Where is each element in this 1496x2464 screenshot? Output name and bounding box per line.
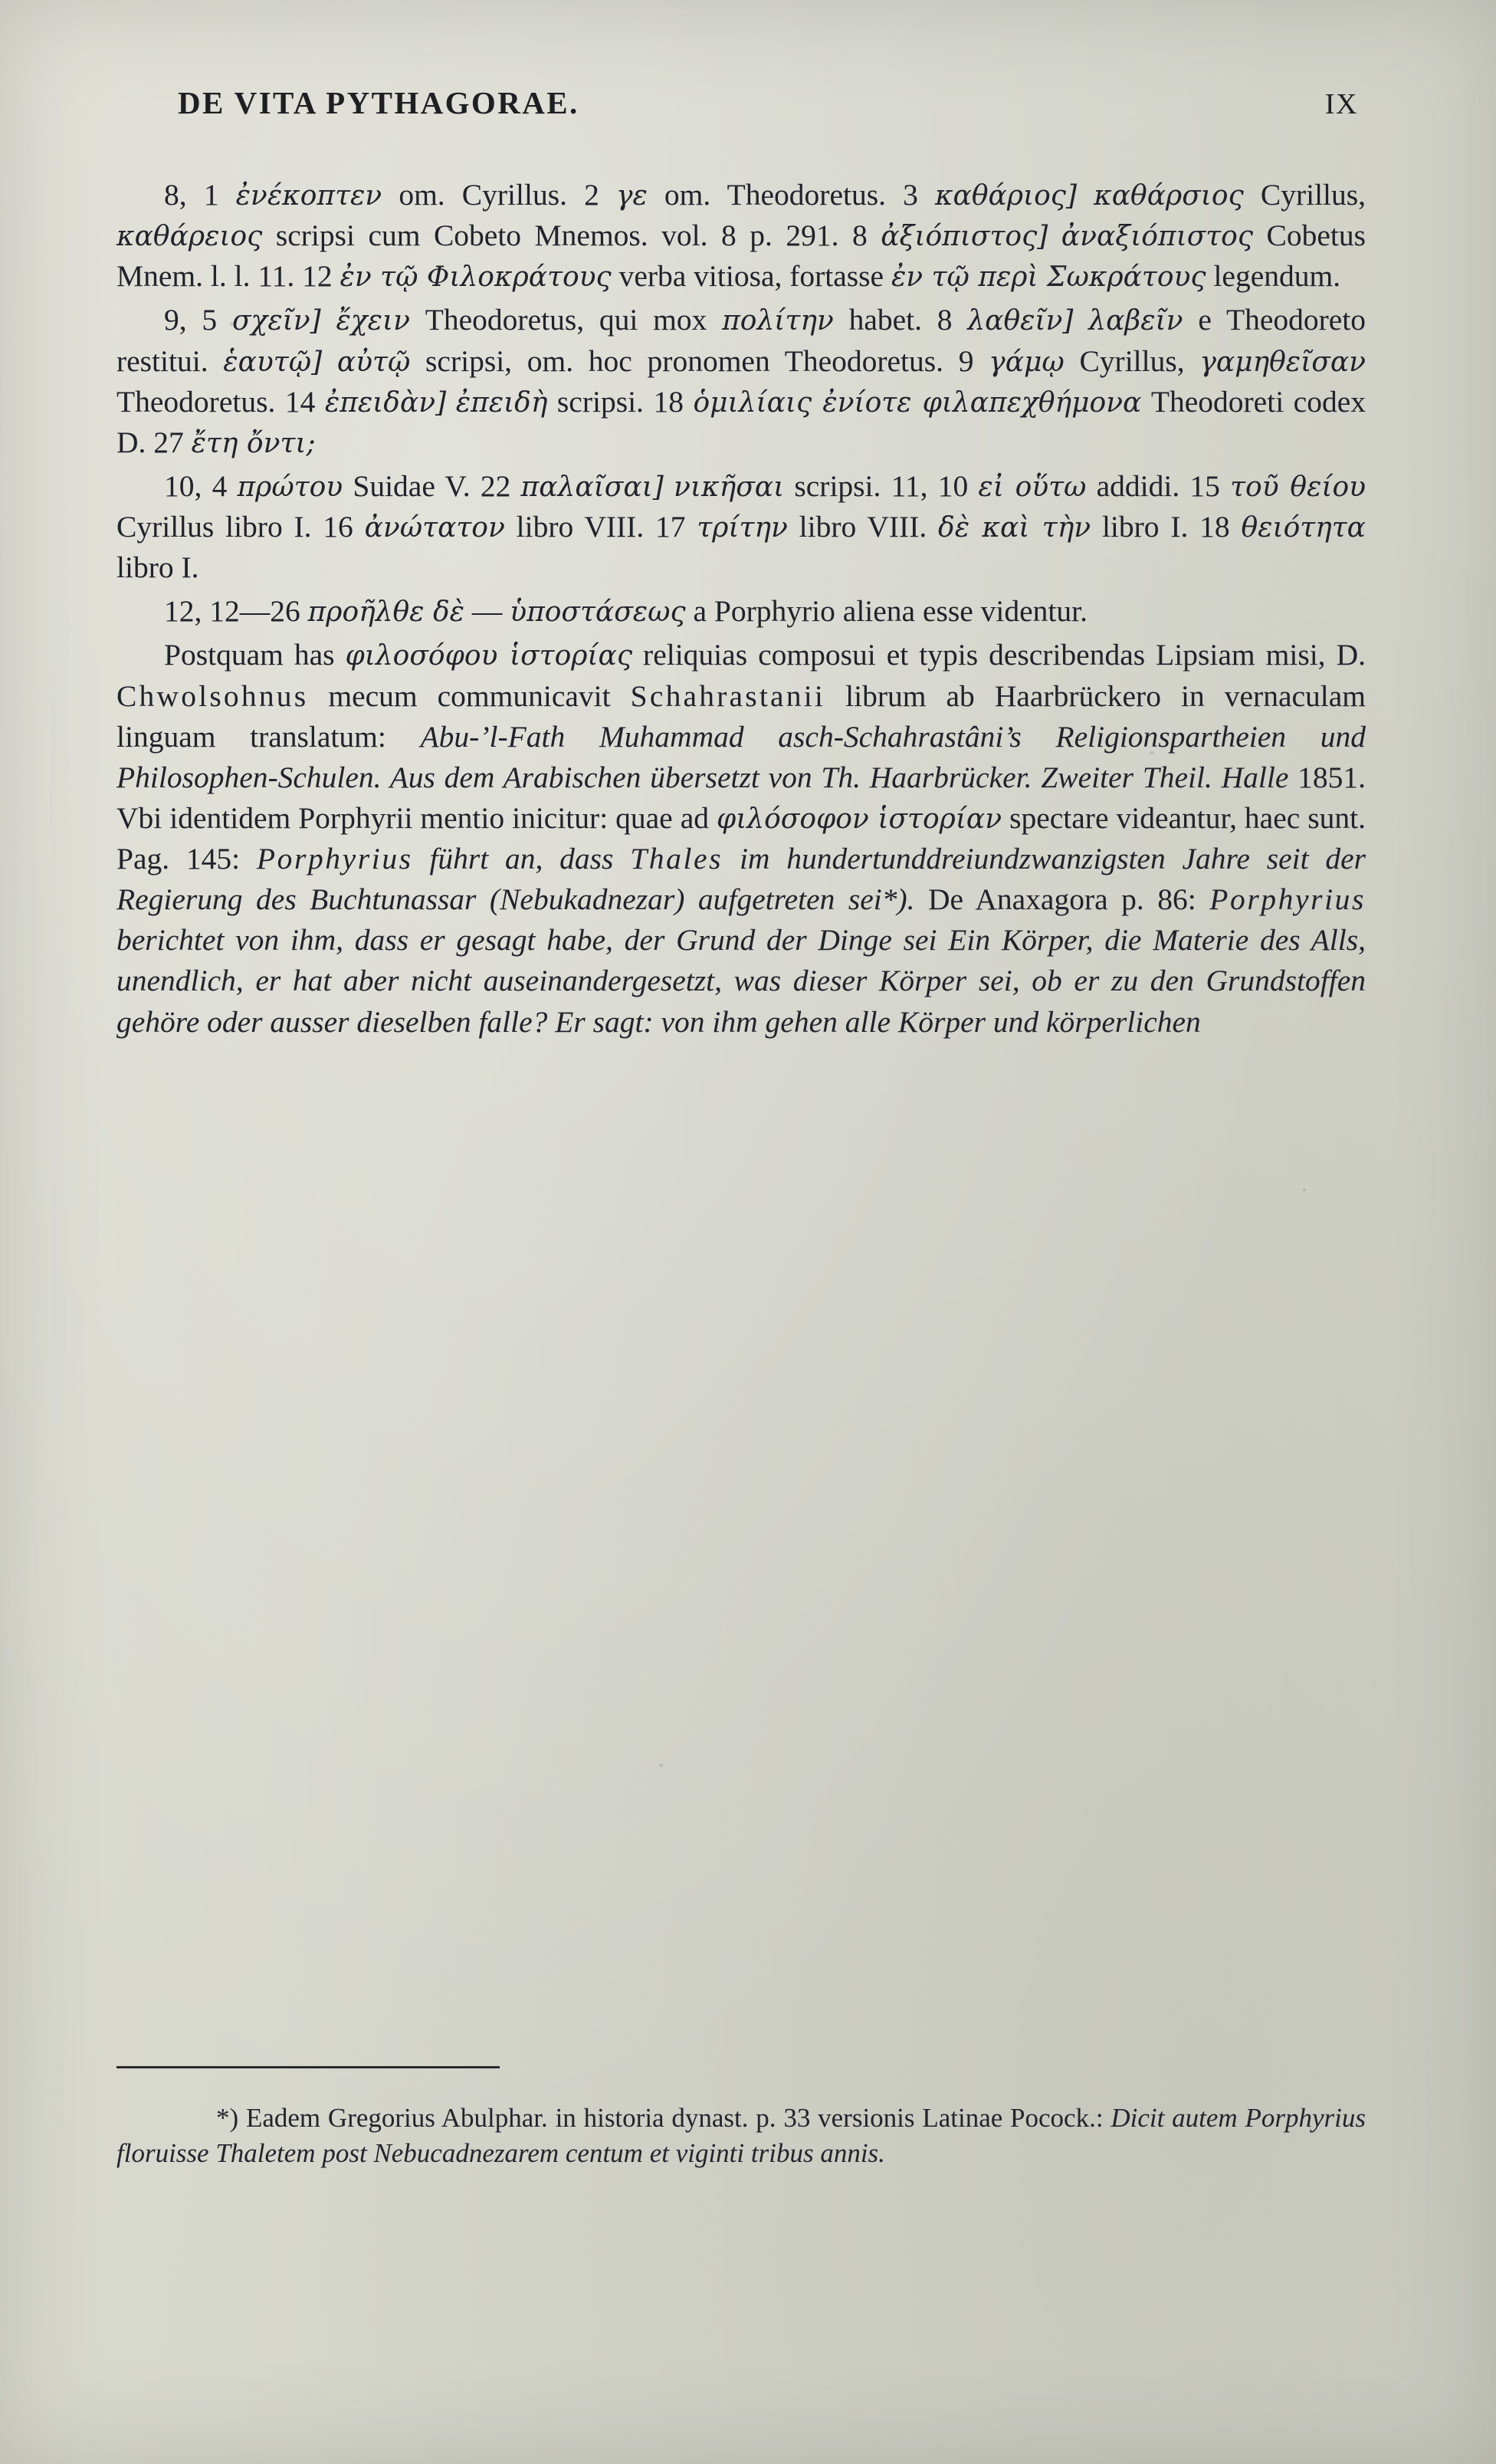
text-run: im hundertunddreiundzwanzigsten Jahre seit der Regierung des Buchtunassar (Nebukadnezar) aufgetreten sei*). [116, 842, 1366, 917]
text-run: σχεῖν] [231, 305, 321, 337]
footnote-run: *) Eadem Gregorius Abulphar. in historia dynast. p. 33 versionis Latinae Pocock.: [216, 2103, 1111, 2133]
text-run: ἔχειν [336, 305, 410, 337]
text-run: ἀνώτατον [364, 512, 505, 544]
text-run: Postquam has [164, 638, 346, 672]
text-run: 10, 4 [164, 468, 238, 503]
text-run: ὁμιλίαις ἐνίοτε φιλαπεχθήμονα [693, 386, 1142, 419]
text-run: libro VIII. 17 [504, 510, 697, 544]
text-run [413, 842, 430, 876]
text-run: e Theodoreto restitui. [116, 303, 1366, 378]
paragraph-note-10-11 [116, 466, 1366, 588]
text-run: berichtet von ihm, dass er gesagt habe, der Grund der Dinge sei Ein Körper, die Materie des Alls, unendlich, er hat aber nicht auseinandergesetzt, was dieser Körper sei, ob er zu den Grundstoffen gehöre oder ausser dieselben falle? Er sagt: von ihm gehen alle Körper und körperlichen [116, 923, 1366, 1039]
running-title: DE VITA PYTHAGORAE. [178, 85, 579, 120]
text-run: 12, 12—26 [164, 594, 308, 629]
text-run: addidi. 15 [1086, 468, 1231, 503]
text-run: γε [615, 180, 648, 212]
text-run: γάμῳ [989, 346, 1065, 378]
text-run: a Porphyrio aliena esse videntur. [685, 594, 1088, 629]
text-run [1073, 303, 1088, 337]
text-run: προῆλθε δὲ [307, 596, 464, 629]
text-run: Porphyrius [1209, 882, 1366, 917]
text-run: ἐνέκοπτεν [235, 180, 382, 212]
text-run: 1851. Vbi identidem Porphyrii mentio inicitur: quae ad [116, 760, 1366, 835]
text-run: om. Cyrillus. 2 [382, 178, 616, 212]
text-run: Cobetus Mnem. l. l. 11. 12 [116, 218, 1366, 294]
text-run: καθάρειος [116, 221, 263, 253]
text-run: libro I. [116, 550, 199, 585]
text-run: ἔτη ὄντι; [191, 427, 316, 459]
text-run: ἐν τῷ περὶ Σωκράτους [891, 261, 1206, 294]
paper-speckle [1303, 1188, 1306, 1191]
page-header [116, 84, 1366, 121]
text-run: libro I. 18 [1091, 510, 1242, 544]
text-run: Suidae V. 22 [343, 468, 521, 503]
text-run: scripsi cum Cobeto Mnemos. vol. 8 p. 291. 8 [262, 218, 881, 253]
text-run: scripsi, om. hoc pronomen Theodoretus. 9 [410, 343, 989, 378]
text-run: ἐπειδὴ [455, 386, 548, 419]
text-run: spectare videantur, haec sunt. Pag. 145: [116, 800, 1366, 876]
text-run: τρίτην [697, 512, 788, 544]
text-run: ἀξιόπιστος] [881, 221, 1048, 253]
text-run [446, 385, 456, 419]
text-run: verba vitiosa, fortasse [611, 259, 891, 294]
page-content [116, 84, 1366, 1043]
text-run: führt an, dass [429, 842, 631, 876]
text-run [322, 344, 337, 378]
text-run: αὐτῷ [336, 346, 411, 378]
text-run: καθάριος] [934, 180, 1078, 212]
text-run: φιλόσοφον ἱστορίαν [716, 803, 1002, 835]
text-run: Cyrillus, [1243, 178, 1366, 212]
text-run: Cyrillus, [1064, 343, 1200, 378]
page-number: IX [1324, 88, 1358, 120]
text-run: 8, 1 [164, 178, 236, 212]
text-run: Cyrillus libro I. 16 [116, 510, 365, 544]
text-run: libro VIII. [787, 510, 939, 544]
text-run: legendum. [1206, 259, 1341, 294]
text-run: Porphyrius [256, 842, 413, 876]
text-run: θειότητα [1241, 512, 1366, 544]
paragraph-note-8 [116, 175, 1366, 297]
text-run: 9, 5 [164, 303, 232, 337]
footnote-run: Dicit autem Porphyrius floruisse Thaletem post Nebucadnezarem centum et viginti tribus annis. [116, 2103, 1366, 2169]
text-run: — [464, 594, 510, 629]
text-run: om. Theodoretus. 3 [647, 178, 935, 212]
paragraph-note-9 [116, 300, 1366, 463]
text-run: Theodoreti codex D. 27 [116, 384, 1366, 459]
text-run: φιλοσόφου ἱστορίας [345, 640, 633, 672]
text-run: Theodoretus. 14 [116, 384, 325, 419]
body-text [116, 175, 1366, 1043]
text-run [1077, 178, 1094, 212]
text-run: Abu-’l-Fath Muhammad asch-Schahrastâni’s Religionspartheien und Philosophen-Schulen. Aus dem Arabischen übersetzt von Th. Haarbrücker. Zweiter Theil. Halle [116, 719, 1366, 794]
text-run: νικῆσαι [674, 471, 785, 503]
text-run: παλαῖσαι] [520, 471, 664, 503]
text-run: καθάρσιος [1094, 180, 1244, 212]
text-run: ἐν τῷ Φιλοκράτους [340, 261, 612, 294]
text-run [1048, 218, 1061, 252]
text-run: Theodoretus, qui mox [409, 303, 723, 337]
text-run: ἑαυτῷ] [223, 346, 323, 378]
text-run: librum ab Haarbrückero in vernaculam linguam translatum: [116, 678, 1366, 754]
text-run [664, 469, 674, 503]
text-run: πρώτου [237, 471, 343, 503]
text-run: Thales [630, 842, 723, 876]
footnote [116, 2101, 1366, 2171]
text-run: mecum communicavit [308, 678, 631, 713]
text-run: De Anaxagora p. 86: [914, 882, 1210, 917]
footnote-rule [116, 2066, 500, 2068]
text-run [321, 303, 336, 337]
text-run: δὲ καὶ τὴν [938, 512, 1091, 544]
text-run: reliquias composui et typis describendas Lipsiam misi, D. [632, 638, 1366, 672]
paragraph-postquam [116, 635, 1366, 1042]
footnote-text [116, 2101, 1366, 2171]
text-run: scripsi. 11, 10 [784, 468, 979, 503]
text-run: λαβεῖν [1088, 305, 1183, 337]
text-run: ἐπειδὰν] [324, 386, 447, 419]
text-run: γαμηθεῖσαν [1199, 346, 1366, 378]
text-run: ἀναξιόπιστος [1061, 221, 1254, 253]
text-run: λαθεῖν] [967, 305, 1074, 337]
text-run: τοῦ θείου [1230, 471, 1366, 503]
text-run [723, 842, 740, 876]
text-run: πολίτην [722, 305, 834, 337]
text-run: Schahrastanii [630, 678, 826, 713]
paragraph-note-12 [116, 591, 1366, 632]
text-run: Chwolsohnus [116, 678, 309, 713]
text-run: ὑποστάσεως [510, 596, 686, 629]
text-run: habet. 8 [833, 303, 968, 337]
text-run: scripsi. 18 [547, 384, 694, 419]
text-run: εἰ οὕτω [978, 471, 1087, 503]
paper-speckle [659, 1763, 663, 1767]
